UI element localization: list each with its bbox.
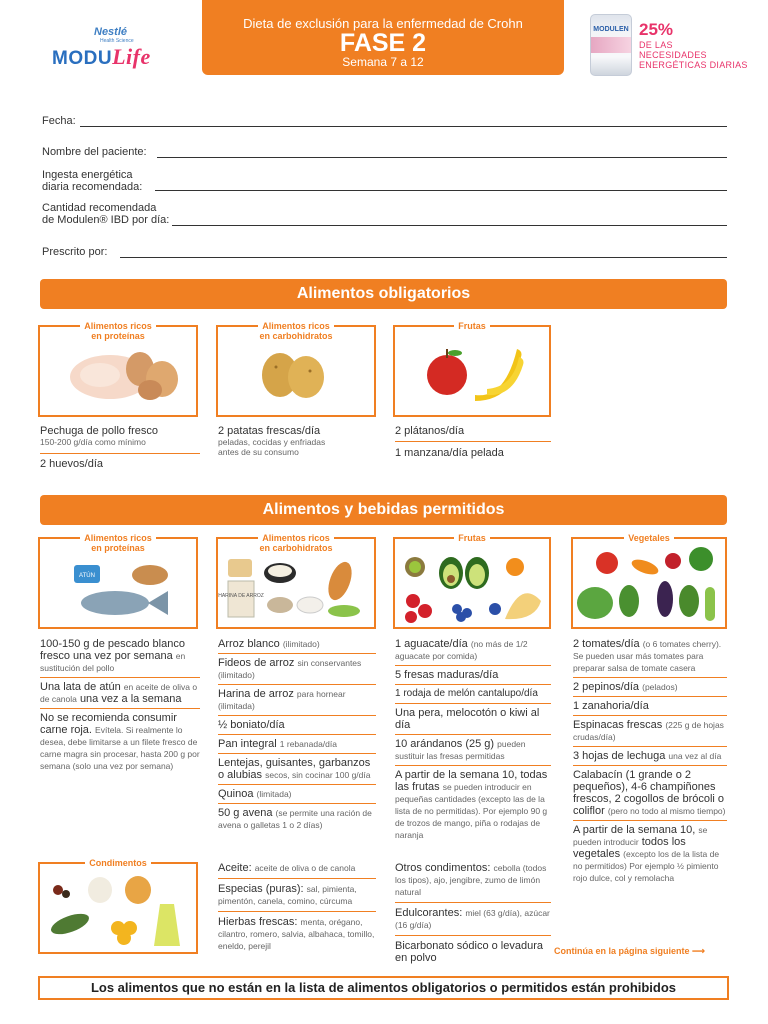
allowed-fruits-list: 1 aguacate/día (no más de 1/2 aguacate por comida) 5 fresas maduras/día 1 rodaja de melón cantalupo/día Una pera, melocotón o kiwi al día 10 arándanos (25 g) pueden sustituir las fresas permitidas A partir de la semana 10, todas las frutas se pueden introducir en pequeñas cantidades (excepto las de la lista de no permitidas). Por ejemplo 90 g de trozos de mango, piña o rodajas de naranja	[395, 638, 551, 841]
box-title: Alimentos ricos en proteínas	[40, 533, 196, 553]
date-label: Fecha:	[42, 115, 76, 127]
footer-note: Los alimentos que no están en la lista de alimentos obligatorios o permitidos están prohibidos	[38, 976, 729, 1000]
patient-field[interactable]	[157, 157, 727, 158]
avocado-berries-melon-image	[395, 539, 549, 627]
condiments-box	[38, 858, 198, 954]
mandatory-carbs-list: 2 patatas frescas/día peladas, cocidas y enfriadas antes de su consumo	[218, 425, 326, 457]
allowed-proteins-box	[38, 533, 198, 629]
energy-field[interactable]	[155, 190, 727, 191]
allowed-carbs-list: Arroz blanco (ilimitado) Fideos de arroz sin conservantes (ilimitado) Harina de arroz para hornear (ilimitada) ½ boniato/día Pan integral 1 rebanada/día Lentejas, guisantes, garbanzos o alubias secos, sin cocinar 100 g/día Quinoa (limitada) 50 g avena (se permite una ración de avena o galletas 1 o 2 días)	[218, 638, 376, 831]
allowed-vegetables-box	[571, 533, 727, 629]
svg-text:ATÚN: ATÚN	[79, 573, 95, 579]
box-title: Frutas	[395, 533, 549, 543]
condiments-list-2: Otros condimentos: cebolla (todos los tipos), ajo, jengibre, zumo de limón natural Edulcorantes: miel (63 g/día), azúcar (16 g/día) Bicarbonato sódico o levadura en polvo	[395, 862, 550, 964]
energy-percent: 25%	[639, 20, 674, 39]
prescribed-field[interactable]	[120, 257, 727, 258]
mandatory-carbs-box	[216, 321, 376, 417]
modulen-field[interactable]	[172, 225, 727, 226]
box-title: Frutas	[395, 321, 549, 331]
box-title: Alimentos ricos en carbohidratos	[218, 321, 374, 341]
patient-label: Nombre del paciente:	[42, 146, 147, 158]
condiments-list-1: Aceite: aceite de oliva o de canola Especias (puras): sal, pimienta, pimentón, canela, comino, cúrcuma Hierbas frescas: menta, orégano, cilantro, romero, salvia, albahaca, tomillo, eneldo, perejil	[218, 862, 375, 951]
mandatory-section-title: Alimentos obligatorios	[40, 279, 727, 309]
box-title: Condimentos	[40, 858, 196, 868]
logo-subline: Health Science	[100, 38, 134, 44]
allowed-carbs-box	[216, 533, 376, 629]
modulen-can-image: MODULEN	[590, 14, 632, 76]
mandatory-fruits-box	[393, 321, 551, 417]
header-weeks: Semana 7 a 12	[342, 55, 424, 69]
allowed-proteins-list: 100-150 g de pescado blanco fresco una vez por semana en sustitución del pollo Una lata de atún en aceite de oliva o de canola una vez a la semana No se recomienda consumir carne roja. Evítela. Si realmente lo desea, debe limitarse a un filete fresco de carne magra sin procesar, hasta 200 g por semana (solo una vez por semana)	[40, 638, 200, 771]
page-title: FASE 2	[339, 29, 427, 57]
vegetables-image	[573, 539, 725, 627]
apple-banana-image	[395, 327, 549, 415]
energy-percent-text: DE LAS NECESIDADES ENERGÉTICAS DIARIAS	[639, 40, 748, 70]
page-header	[202, 0, 564, 75]
prescribed-label: Prescrito por:	[42, 246, 108, 258]
mandatory-proteins-list: Pechuga de pollo fresco 150-200 g/día como mínimo 2 huevos/día	[40, 425, 200, 470]
allowed-section-title: Alimentos y bebidas permitidos	[40, 495, 727, 525]
mandatory-fruits-list: 2 plátanos/día 1 manzana/día pelada	[395, 425, 551, 459]
box-title: Alimentos ricos en carbohidratos	[218, 533, 374, 553]
svg-text:HARINA DE ARROZ: HARINA DE ARROZ	[218, 593, 264, 599]
energy-label: Ingesta energética diaria recomendada:	[42, 169, 143, 193]
condiments-image	[40, 864, 196, 952]
nestle-logo: Nestlé	[94, 26, 128, 38]
date-field[interactable]	[80, 126, 727, 127]
mandatory-proteins-box	[38, 321, 198, 417]
box-title: Vegetales	[573, 533, 725, 543]
box-title: Alimentos ricos en proteínas	[40, 321, 196, 341]
continue-link[interactable]: Continúa en la página siguiente ⟶	[554, 946, 705, 956]
header-subtitle: Dieta de exclusión para la enfermedad de Crohn	[243, 16, 523, 31]
allowed-fruits-box	[393, 533, 551, 629]
modulen-label: Cantidad recomendada de Modulen® IBD por día:	[42, 202, 170, 226]
modulife-logo: MODULife	[52, 44, 151, 69]
allowed-vegetables-list: 2 tomates/día (o 6 tomates cherry). Se pueden usar más tomates para preparar salsa de tomate casera 2 pepinos/día (pelados) 1 zanahoria/día Espinacas frescas (225 g de hojas crudas/día) 3 hojas de lechuga una vez al día Calabacín (1 grande o 2 pequeños), 4-6 champiñones frescos, 2 cogollos de brócoli o coliflor (pero no todo al mismo tiempo) A partir de la semana 10, se pueden introducir todos los vegetales (excepto los de la lista de no permitidos) Por ejemplo ½ pimiento rojo dulce, col y remolacha	[573, 638, 726, 883]
arrow-right-icon: ⟶	[692, 946, 705, 956]
